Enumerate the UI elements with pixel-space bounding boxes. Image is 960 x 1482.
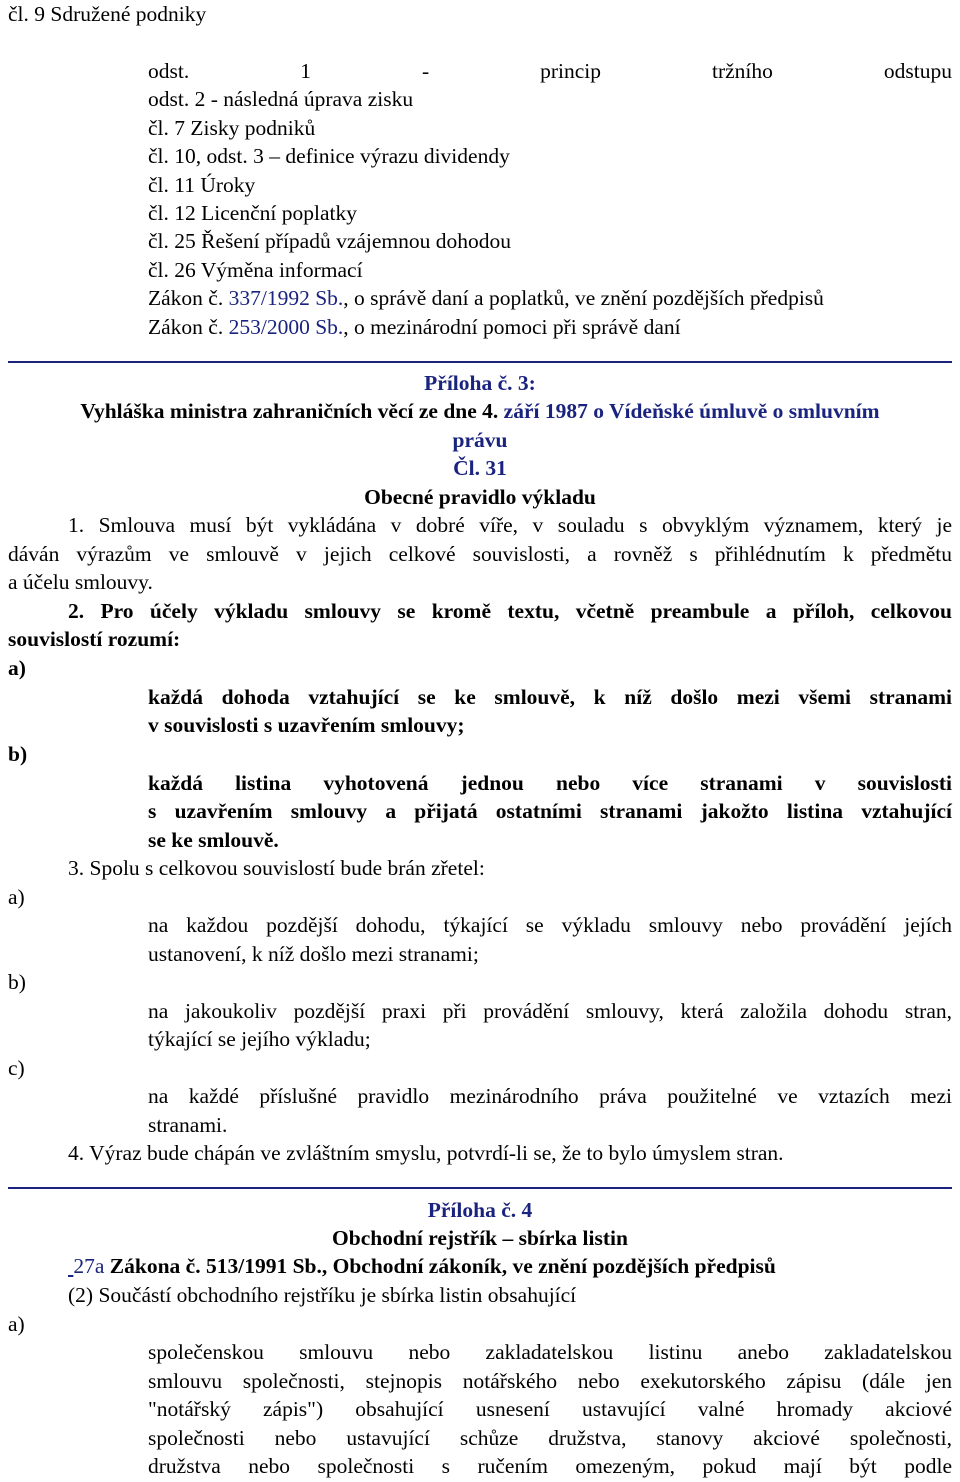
paragraph-1: 1. Smlouva musí být vykládána v dobré víře, v souladu s obvyklým významem, který je — [68, 513, 952, 537]
item-label: c) — [8, 1056, 25, 1080]
list-item: čl. 7 Zisky podniků — [148, 116, 316, 140]
item-text: s uzavřením smlouvy a přijatá ostatními stranami jakožto listina vztahující — [148, 799, 952, 823]
paragraph-3: 3. Spolu s celkovou souvislostí bude brán zřetel: — [68, 856, 485, 880]
item-label: b) — [8, 970, 26, 994]
item-text: v souvislosti s uzavřením smlouvy; — [148, 713, 465, 737]
list-item: čl. 25 Řešení případů vzájemnou dohodou — [148, 229, 512, 253]
annex-4-title: Příloha č. 4 — [427, 1198, 533, 1222]
paragraph-2: souvislostí rozumí: — [8, 627, 181, 651]
item-text: na každé příslušné pravidlo mezinárodního práva použitelné ve vztazích mezi — [148, 1084, 952, 1108]
annex-3-subtitle: Vyhláška ministra zahraničních věcí ze dne 4. září 1987 o Vídeňské úmluvě o smluvním — [80, 399, 880, 423]
item-text: společnosti nebo ustavující schůze družstva, stanovy akciové společnosti, — [148, 1426, 952, 1450]
annex-3-title: Příloha č. 3: — [424, 371, 536, 395]
list-item: čl. 26 Výměna informací — [148, 258, 363, 282]
article-heading: čl. 9 Sdružené podniky — [8, 2, 207, 26]
odst1-word: odst. — [148, 59, 190, 83]
item-text: družstva nebo společnosti s ručením omezeným, pokud mají být podle — [148, 1454, 952, 1478]
paragraph-1: a účelu smlouvy. — [8, 570, 153, 594]
item-text: každá listina vyhotovená jednou nebo více stranami v souvislosti — [148, 771, 952, 795]
item-text: týkající se jejího výkladu; — [148, 1027, 371, 1051]
item-text: ustanovení, k níž došlo mezi stranami; — [148, 942, 479, 966]
law-link[interactable]: 337/1992 Sb. — [228, 286, 344, 310]
article-title: Obecné pravidlo výkladu — [364, 485, 596, 509]
item-text: na jakoukoliv pozdější praxi při provádění smlouvy, která založila dohodu stran, — [148, 999, 952, 1023]
item-label: a) — [8, 1312, 25, 1336]
item-label: b) — [8, 742, 28, 766]
decree-link[interactable]: září 1987 o Vídeňské úmluvě o smluvním — [503, 399, 880, 423]
item-text: na každou pozdější dohodu, týkající se výkladu smlouvy nebo provádění jejích — [148, 913, 952, 937]
list-item: čl. 12 Licenční poplatky — [148, 201, 357, 225]
section-link[interactable]: 27a — [73, 1254, 105, 1278]
item-text: každá dohoda vztahující se ke smlouvě, k níž došlo mezi všemi stranami — [148, 685, 952, 709]
item-text: smlouvu společnosti, stejnopis notářského nebo exekutorského zápisu (dále jen — [148, 1369, 952, 1393]
divider — [8, 1187, 952, 1189]
divider — [8, 361, 952, 363]
item-text: společenskou smlouvu nebo zakladatelskou listinu anebo zakladatelskou — [148, 1340, 952, 1364]
odst1-line — [148, 57, 952, 85]
list-item: odst. 2 - následná úprava zisku — [148, 87, 414, 111]
item-text: stranami. — [148, 1113, 228, 1137]
odst1-word: - — [421, 59, 430, 83]
item-text: se ke smlouvě. — [148, 828, 279, 852]
paragraph-4: 4. Výraz bude chápán ve zvláštním smyslu, potvrdí-li se, že to bylo úmyslem stran. — [68, 1141, 784, 1165]
item-label: a) — [8, 656, 26, 680]
list-item: čl. 10, odst. 3 – definice výrazu dividendy — [148, 144, 510, 168]
item-text: "notářský zápis") obsahující usnesení ustavující valné hromady akciové — [148, 1397, 952, 1421]
annex-3-subtitle-cont: právu — [452, 428, 508, 452]
item-label: a) — [8, 885, 25, 909]
article-number: Čl. 31 — [453, 456, 507, 480]
law-link[interactable]: 253/2000 Sb. — [228, 315, 344, 339]
subsection-2: (2) Součástí obchodního rejstříku je sbírka listin obsahující — [68, 1283, 577, 1307]
annex-4-subtitle: Obchodní rejstřík – sbírka listin — [332, 1226, 628, 1250]
paragraph-1: dáván výrazům ve smlouvě v jejich celkové souvislosti, a rovněž s přihlédnutím k předmětu — [8, 542, 952, 566]
odst1-word: 1 — [300, 59, 311, 83]
odst1-word: princip — [540, 59, 601, 83]
odst1-word: tržního — [711, 59, 773, 83]
paragraph-2: 2. Pro účely výkladu smlouvy se kromě textu, včetně preambule a příloh, celkovou — [68, 599, 952, 623]
list-item: čl. 11 Úroky — [148, 173, 256, 197]
law-reference: Zákon č. 253/2000 Sb., o mezinárodní pomoci při správě daní — [148, 315, 681, 339]
odst1-word: odstupu — [883, 59, 952, 83]
law-reference: 27a Zákona č. 513/1991 Sb., Obchodní zákoník, ve znění pozdějších předpisů — [68, 1252, 776, 1280]
law-reference: Zákon č. 337/1992 Sb., o správě daní a poplatků, ve znění pozdějších předpisů — [148, 286, 824, 310]
